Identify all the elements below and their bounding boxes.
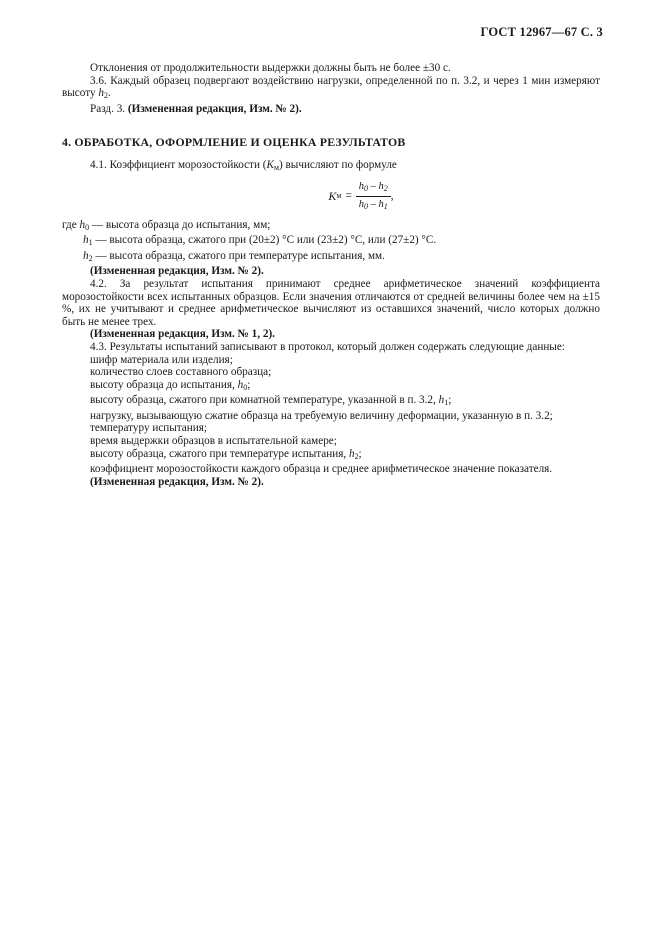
paragraph-4-2: 4.2. За результат испытания принимают среднее арифметическое значений коэффициента морозостойкости всех испытанных образцов. Если значения отличаются от средней величины более чем на ±15 %, их не учитывают и среднее арифметическое вычисляют из оставшихся значений, число которых должно быть не менее трех. <box>62 277 600 328</box>
list-item: время выдержки образцов в испытательной камере; <box>90 435 337 448</box>
list-item: шифр материала или изделия; <box>90 353 233 366</box>
paragraph-4-1: 4.1. Коэффициент морозостойкости $(K_м)$ вычисляют по формуле <box>90 158 397 172</box>
paragraph-3-6: 3.6. Каждый образец подвергают воздействию нагрузки, определенной по п. 3.2, и через 1 мин измеряют высоту $h_2$. <box>62 74 600 101</box>
legend-h1: $h_1$ — высота образца, сжатого при (20±2) °С или (23±2) °С, или (27±2) °С. <box>83 234 437 248</box>
legend-h2: $h_2$ — высота образца, сжатого при температуре испытания, мм. <box>83 249 385 263</box>
list-item: высоту образца, сжатого при комнатной температуре, указанной в п. 3.2, $h_1$; <box>90 394 452 408</box>
formula-frost-resistance: K м = $\frac{h_0 - h_2}{h_0 - h_1}$ , <box>328 181 394 212</box>
list-item: нагрузку, вызывающую сжатие образца на требуемую величину деформации, указанную в п. 3.2; <box>90 409 553 422</box>
document-body <box>62 62 600 488</box>
formula-fraction <box>356 180 391 213</box>
legend-h0: где $h_0$ — высота образца до испытания, мм; <box>62 218 271 232</box>
edit-note-3: (Измененная редакция, Изм. № 2). <box>90 475 264 488</box>
list-item: температуру испытания; <box>90 422 208 435</box>
edit-note-1: (Измененная редакция, Изм. № 2). <box>90 265 264 278</box>
edit-note-2: (Измененная редакция, Изм. № 1, 2). <box>90 328 275 341</box>
fraction-numerator: $h_0 - h_2$ <box>356 180 391 197</box>
list-item: количество слоев составного образца; <box>90 366 272 379</box>
section-title: 4. ОБРАБОТКА, ОФОРМЛЕНИЕ И ОЦЕНКА РЕЗУЛЬТАТОВ <box>62 135 406 150</box>
list-item: высоту образца до испытания, $h_0$; <box>90 378 251 392</box>
list-item: коэффициент морозостойкости каждого образца и среднее арифметическое значение показателя. <box>90 463 553 476</box>
list-item: высоту образца, сжатого при температуре испытания, $h_2$; <box>90 447 362 461</box>
fraction-denominator: $h_0 - h_1$ <box>358 199 388 212</box>
paragraph-section3-edit: Разд. 3. (Измененная редакция, Изм. № 2). <box>90 102 302 115</box>
paragraph-4-3: 4.3. Результаты испытаний записывают в протокол, который должен содержать следующие данные: <box>90 340 565 353</box>
paragraph-deviation: Отклонения от продолжительности выдержки должны быть не более ±30 с. <box>90 62 451 74</box>
page-header: ГОСТ 12967—67 С. 3 <box>480 25 603 39</box>
